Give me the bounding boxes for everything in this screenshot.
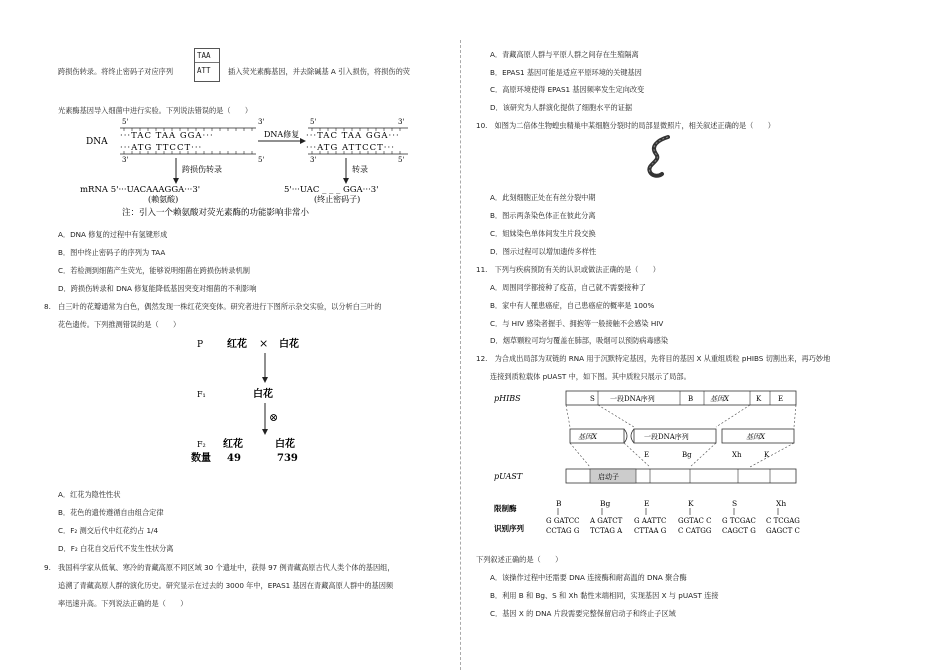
column-divider	[460, 40, 462, 670]
q8-stem-line2: 花色遗传。下列推测错误的是（ ）	[58, 320, 181, 329]
q7-dna-repair-figure	[78, 118, 418, 218]
q8-f2-red: 红花	[223, 439, 243, 450]
q12-phibs-label: pHIBS	[494, 394, 521, 403]
svg-text:Xh: Xh	[732, 451, 742, 459]
svg-text:S: S	[590, 395, 595, 403]
q7-note-lys: (赖氨酸)	[148, 195, 179, 204]
q7-option-b: B．图中终止密码子的序列为 TAA	[58, 248, 166, 257]
q7-repair-label: DNA修复	[264, 130, 300, 139]
q10-option-d: D．图示过程可以增加遗传多样性	[490, 247, 597, 256]
q7-option-c: C．若检测到细菌产生荧光，能够说明细菌在跨损伤转录机制	[58, 266, 250, 275]
svg-text:3': 3'	[258, 118, 265, 126]
q12-enzyme-S: S	[732, 499, 738, 508]
q7-fig-dna-label: DNA	[86, 137, 108, 147]
q8-cross-figure	[185, 333, 325, 473]
q12-fragment-geneX-right: 基因X	[746, 433, 765, 441]
q9-option-b: B．EPAS1 基因可能是适应平原环境的关键基因	[490, 68, 642, 77]
q12-site-bottom-Bg: TCTAG A	[590, 527, 623, 535]
q12-enzyme-B: B	[556, 499, 562, 508]
q12-enzyme-E: E	[644, 499, 650, 508]
q7-mrna-right: 5'···UAC _ _ _ GGA···3'	[284, 185, 379, 195]
q7-strand-bottom-right: ···ATG ATTCCT···	[306, 143, 395, 153]
q7-fig-5prime-top: 5'	[122, 118, 129, 126]
q12-option-b: B．利用 B 和 Bg、S 和 Xh 黏性末端相同，实现基因 X 与 pUAST 连接	[490, 591, 719, 600]
q7-stem-line1b: 插入荧光素酶基因，并去除碱基 A 引入损伤，将损伤的荧	[228, 67, 410, 76]
svg-text:3': 3'	[122, 156, 129, 164]
q8-f1-white: 白花	[253, 389, 273, 400]
q12-enzyme-label: 限制酶	[494, 504, 517, 513]
svg-text:5': 5'	[258, 156, 265, 164]
q12-site-bottom-S: CAGCT G	[722, 527, 756, 535]
q11-option-a: A．周围同学都接种了疫苗，自己就不需要接种了	[490, 283, 646, 292]
q9-stem-line1: 9. 我国科学家从低氧、寒冷的青藏高原不同区域 30 个遗址中，获得 97 例青藏高原古代人类个体的基因组，	[44, 563, 395, 572]
q12-enzyme-K: K	[688, 499, 694, 508]
q9-option-d: D．该研究为人群演化提供了细胞水平的证据	[490, 103, 633, 112]
q7-option-d: D．跨损伤转录和 DNA 修复能降低基因突变对细菌的不利影响	[58, 284, 257, 293]
q7-trans2-label: 转录	[352, 165, 368, 174]
q7-footnote: 注：引入一个赖氨酸对荧光素酶的功能影响非常小	[122, 208, 310, 218]
q8-cross: ×	[259, 337, 269, 350]
q8-p-label: P	[197, 340, 204, 350]
q8-red: 红花	[227, 339, 247, 350]
q9-option-c: C．高原环境使得 EPAS1 基因频率发生定向改变	[490, 85, 645, 94]
q8-white: 白花	[279, 339, 299, 350]
q7-option-a: A．DNA 修复的过程中有氢键形成	[58, 230, 168, 239]
q11-stem: 11. 下列与疾病预防有关的认识或做法正确的是（ ）	[476, 265, 660, 274]
svg-text:5': 5'	[398, 156, 405, 164]
q12-puast-label: pUAST	[494, 472, 523, 481]
q10-stem: 10. 如图为二倍体生物蝗虫精巢中某细胞分裂时的局部显微照片，相关叙述正确的是（ ）	[476, 121, 775, 130]
q12-fragment-seq: 一段DNA序列	[644, 433, 689, 441]
q12-site-bottom-E: CTTAA G	[634, 527, 667, 535]
q7-sequence-box	[194, 48, 220, 82]
q7-trans1-label: 跨损伤转录	[182, 165, 222, 174]
q10-option-c: C．姐妹染色单体间发生片段交换	[490, 229, 596, 238]
q12-site-label: 识别序列	[494, 524, 524, 533]
q7-strand-bottom-left: ···ATG TTCCT···	[120, 143, 203, 153]
q12-stem-line2: 连接到质粒载体 pUAST 中，如下图。其中质粒只展示了局部。	[490, 372, 691, 381]
q12-site-top-Bg: A GATCT	[590, 517, 623, 525]
q12-site-top-Xh: C TCGAG	[766, 517, 800, 525]
q11-option-b: B．家中有人罹患癌症，自己患癌症的概率是 100%	[490, 301, 655, 310]
q12-site-bottom-K: C CATGG	[678, 527, 712, 535]
q10-option-b: B．图示两条染色体正在彼此分离	[490, 211, 596, 220]
svg-text:E: E	[778, 395, 784, 403]
q8-option-d: D．F₂ 白花自交后代不发生性状分离	[58, 544, 174, 553]
q11-option-d: D．烟草颗粒可均匀覆盖在肺部，吸烟可以预防病毒感染	[490, 336, 669, 345]
q12-site-top-S: G TCGAC	[722, 517, 756, 525]
q9-stem-line2: 追溯了青藏高原人群的演化历史。研究显示在过去的 3000 年中，EPAS1 基因在青藏高原人群中的基因频	[58, 581, 394, 590]
q7-stem-line2: 光素酶基因导入细菌中进行实验。下列说法错误的是（ ）	[58, 106, 253, 115]
q8-quantity-label: 数量	[191, 453, 211, 464]
q7-box-top: TAA	[197, 51, 211, 60]
q8-f2-white: 白花	[275, 439, 295, 450]
svg-text:基因X: 基因X	[710, 395, 729, 403]
q12-option-a: A．该操作过程中还需要 DNA 连接酶和耐高温的 DNA 聚合酶	[490, 573, 687, 582]
q8-stem-line1: 8. 白三叶的花瓣通常为白色，偶然发现一株红花突变体。研究者进行下图所示杂交实验，以分析白三叶的	[44, 302, 382, 311]
q12-enzyme-Xh: Xh	[776, 499, 787, 508]
q9-option-a: A．青藏高原人群与平原人群之间存在生殖隔离	[490, 50, 639, 59]
q7-strand-top-left: ···TAC TAA GGA···	[120, 131, 214, 141]
q12-site-bottom-B: CCTAG G	[546, 527, 580, 535]
q12-promoter-label: 启动子	[598, 473, 619, 481]
q7-stem-line1a: 跨损伤转录。将终止密码子对应序列	[58, 67, 174, 76]
q10-option-a: A．此刻细胞正处在有丝分裂中期	[490, 193, 596, 202]
q8-option-b: B．花色的遗传遵循自由组合定律	[58, 508, 164, 517]
q8-red-count: 49	[227, 453, 241, 464]
svg-text:5': 5'	[310, 118, 317, 126]
q7-strand-top-right: ···TAC TAA GGA···	[306, 131, 400, 141]
chromosome-micrograph	[640, 134, 680, 180]
q12-phibs-seq: 一段DNA序列	[610, 395, 655, 403]
svg-text:K: K	[756, 395, 762, 403]
svg-text:B: B	[688, 395, 694, 403]
q7-box-bottom: ATT	[197, 66, 211, 75]
q12-site-top-E: G AATTC	[634, 517, 667, 525]
q12-site-top-B: G GATCC	[546, 517, 580, 525]
svg-text:3': 3'	[398, 118, 405, 126]
q8-white-count: 739	[277, 453, 298, 464]
q7-note-stop: (终止密码子)	[314, 195, 361, 204]
q12-site-top-K: GGTAC C	[678, 517, 712, 525]
q9-stem-line3: 率迅速升高。下列说法正确的是（ ）	[58, 599, 188, 608]
q12-site-bottom-Xh: GAGCT C	[766, 527, 800, 535]
svg-text:Bg: Bg	[682, 451, 692, 459]
q8-option-c: C．F₂ 测交后代中红花约占 1/4	[58, 526, 159, 535]
q12-enzyme-Bg: Bg	[600, 499, 611, 508]
q8-f2-label: F₂	[197, 440, 206, 449]
q8-self-icon: ⊗	[269, 411, 279, 424]
svg-text:E: E	[644, 451, 650, 459]
q12-question: 下列叙述正确的是（ ）	[476, 555, 563, 564]
q8-f1-label: F₁	[197, 390, 206, 399]
q12-fragment-geneX-left: 基因X	[578, 433, 597, 441]
q12-plasmid-figure	[494, 385, 814, 545]
q12-stem-line1: 12. 为合成出局部为双链的 RNA 用于沉默特定基因，先将目的基因 X 从重组质粒 pHIBS 切割出来，再巧妙地	[476, 354, 831, 363]
svg-text:K: K	[764, 451, 770, 459]
svg-text:3': 3'	[310, 156, 317, 164]
q12-option-c: C．基因 X 的 DNA 片段需要完整保留启动子和终止子区域	[490, 609, 676, 618]
q11-option-c: C．与 HIV 感染者握手、拥抱等一般接触不会感染 HIV	[490, 319, 664, 328]
q8-option-a: A．红花为隐性性状	[58, 490, 121, 499]
q7-mrna-left: mRNA 5'···UACAAAGGA···3'	[80, 185, 201, 195]
